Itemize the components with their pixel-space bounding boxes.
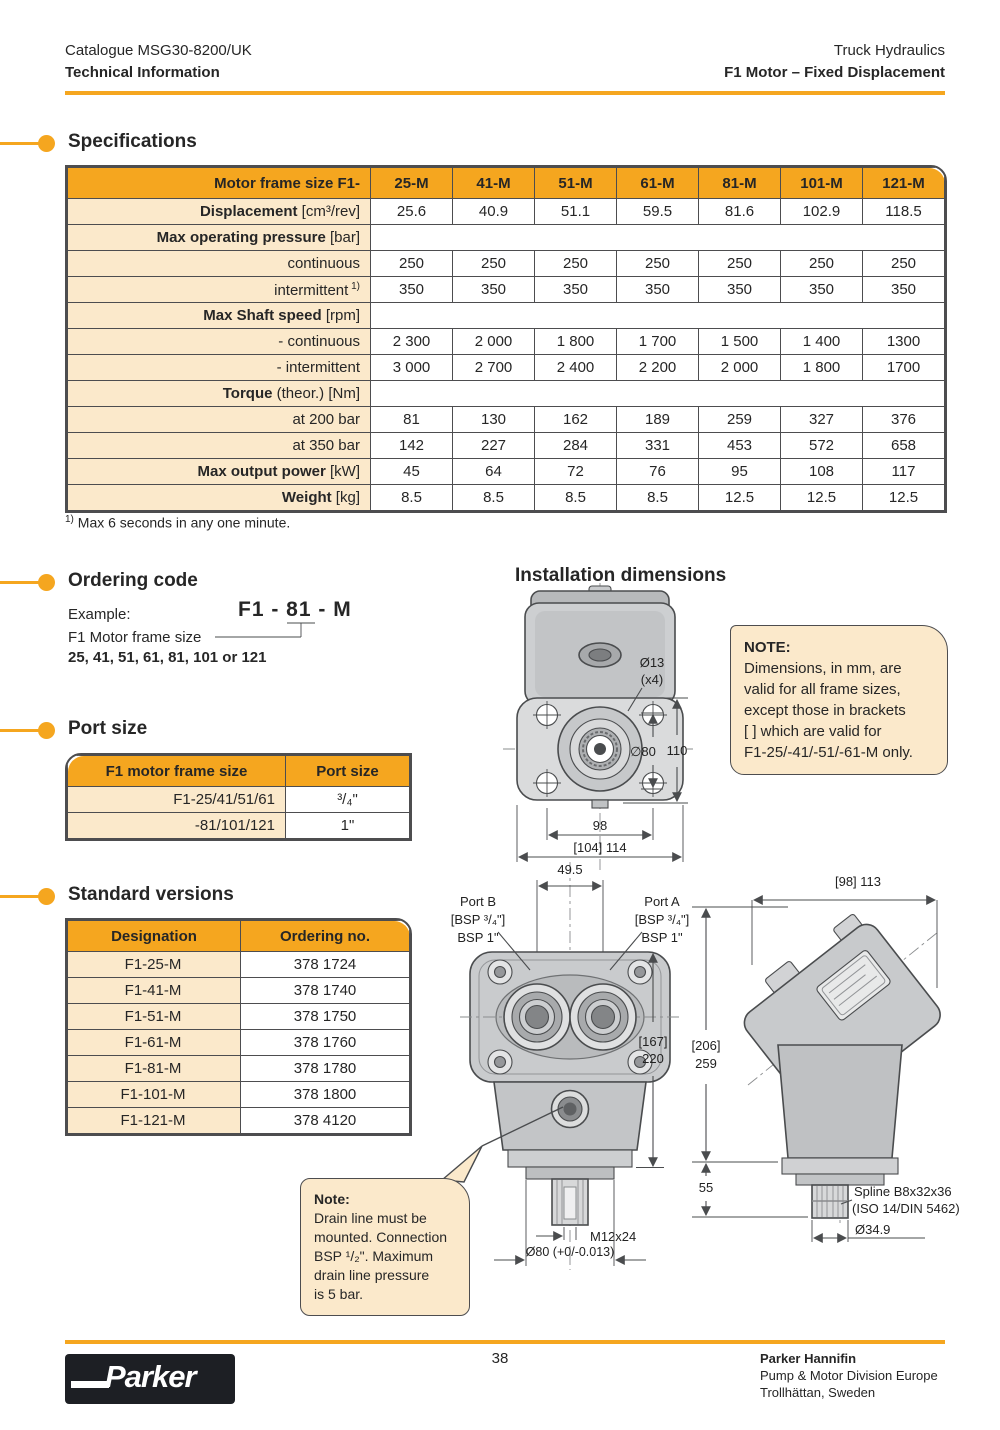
spec-value-cell: 81.6 — [699, 199, 781, 225]
spec-frame-size-header: 25-M — [371, 168, 453, 199]
spec-table-row — [68, 459, 945, 485]
spec-table-row — [68, 381, 945, 407]
dim-label-shaft-dia: Ø34.9 — [855, 1222, 891, 1237]
note-box-title: NOTE: — [744, 639, 791, 656]
drain-note-title: Note: — [314, 1191, 350, 1207]
spec-frame-size-header: 121-M — [863, 168, 945, 199]
spec-row-label: continuous — [68, 251, 371, 277]
spec-value-cell: 2 700 — [453, 355, 535, 381]
spec-value-cell: 8.5 — [453, 485, 535, 511]
spec-value-cell: 8.5 — [535, 485, 617, 511]
spec-value-cell: 1700 — [863, 355, 945, 381]
spec-table-row — [68, 199, 945, 225]
standard-versions-table-cell: 378 1760 — [241, 1030, 410, 1056]
spec-row-label: Max Shaft speed [rpm] — [68, 303, 371, 329]
spec-row-label: Displacement [cm³/rev] — [68, 199, 371, 225]
spec-value-cell: 12.5 — [699, 485, 781, 511]
dim-label-height: 220 — [642, 1051, 664, 1066]
spec-value-cell: 81 — [371, 407, 453, 433]
ordering-code-bracket — [215, 620, 325, 642]
port-b-label: Port B — [459, 894, 497, 909]
spec-value-cell: 250 — [863, 251, 945, 277]
port-size-table-cell: F1-25/41/51/61 — [68, 787, 286, 813]
spline-label-line1: Spline B8x32x36 — [854, 1184, 952, 1199]
standard-versions-table-cell: F1-121-M — [68, 1108, 241, 1134]
spec-value-cell: 12.5 — [781, 485, 863, 511]
spec-table-row — [68, 225, 945, 251]
accent-line — [0, 581, 40, 584]
dim-label-thread: M12x24 — [590, 1229, 637, 1244]
port-size-table-cell: -81/101/121 — [68, 813, 286, 839]
port-b-bore — [504, 984, 570, 1050]
spec-value-cell: 1 400 — [781, 329, 863, 355]
drain-note-line: is 5 bar. — [314, 1286, 364, 1302]
footnote-marker: 1) — [65, 514, 74, 525]
splined-shaft — [812, 1185, 848, 1218]
standard-versions-table-row — [68, 1030, 410, 1056]
footer-company: Parker Hannifin — [760, 1351, 857, 1366]
accent-line — [0, 729, 40, 732]
standard-versions-header-row — [68, 921, 410, 952]
spec-value-cell: 102.9 — [781, 199, 863, 225]
spec-row-label: Max operating pressure [bar] — [68, 225, 371, 251]
accent-line — [0, 895, 40, 898]
page-number: 38 — [491, 1350, 509, 1367]
note-box-line: Dimensions, in mm, are — [744, 660, 902, 677]
spec-row-label: at 350 bar — [68, 433, 371, 459]
port-a-size-bracket: [BSP ³/₄"] — [634, 912, 690, 927]
port-b-size: BSP 1" — [457, 930, 499, 945]
accent-bullet — [38, 722, 55, 739]
spec-table-row — [68, 407, 945, 433]
spec-table-row — [68, 485, 945, 511]
standard-versions-table-row — [68, 1108, 410, 1134]
spec-value-cell: 2 000 — [453, 329, 535, 355]
standard-versions-table-cell: F1-41-M — [68, 978, 241, 1004]
spec-value-cell: 1 700 — [617, 329, 699, 355]
spec-table-row — [68, 251, 945, 277]
spec-value-cell: 1300 — [863, 329, 945, 355]
spec-row-label: intermittent $^{1)}$ — [68, 277, 371, 303]
standard-versions-table-row — [68, 978, 410, 1004]
spec-frame-size-header: 61-M — [617, 168, 699, 199]
footer-company-block — [760, 1350, 938, 1401]
spec-value-cell: 51.1 — [535, 199, 617, 225]
section-title-standard-versions: Standard versions — [68, 884, 234, 905]
header-product-title: F1 Motor – Fixed Displacement — [724, 64, 945, 81]
standard-versions-table-header: Ordering no. — [241, 921, 410, 952]
spec-frame-size-header: 81-M — [699, 168, 781, 199]
spline-label-line2: (ISO 14/DIN 5462) — [852, 1201, 960, 1216]
spec-value-cell: 2 300 — [371, 329, 453, 355]
installation-note-box — [730, 625, 948, 775]
spec-value-cell: 118.5 — [863, 199, 945, 225]
standard-versions-table-cell: F1-81-M — [68, 1056, 241, 1082]
frame-size-values: 25, 41, 51, 61, 81, 101 or 121 — [68, 649, 267, 666]
spec-value-cell: 40.9 — [453, 199, 535, 225]
accent-line — [0, 142, 40, 145]
spec-value-cell: 284 — [535, 433, 617, 459]
port-size-table-row — [68, 813, 410, 839]
spec-value-cell: 350 — [535, 277, 617, 303]
spec-value-cell: 453 — [699, 433, 781, 459]
drain-note-box — [300, 1178, 470, 1316]
drain-note-line: Drain line must be — [314, 1210, 427, 1226]
standard-versions-table-cell: F1-61-M — [68, 1030, 241, 1056]
catalogue-number: Catalogue MSG30-8200/UK — [65, 42, 252, 59]
header-rule — [65, 91, 945, 95]
parker-logo-bar — [71, 1381, 109, 1388]
footer-location: Trollhättan, Sweden — [760, 1385, 876, 1400]
spec-value-cell: 130 — [453, 407, 535, 433]
example-label: Example: — [68, 606, 131, 623]
spec-value-cell: 376 — [863, 407, 945, 433]
port-size-table-wrap — [65, 753, 412, 841]
header-left-subtitle: Technical Information — [65, 64, 220, 81]
side-view-body — [729, 906, 946, 1225]
spec-value-cell: 350 — [863, 277, 945, 303]
standard-versions-table-cell: 378 1740 — [241, 978, 410, 1004]
spec-value-cell: 117 — [863, 459, 945, 485]
port-size-table — [67, 755, 410, 839]
accent-bullet — [38, 888, 55, 905]
standard-versions-table — [67, 920, 410, 1134]
header-product-family: Truck Hydraulics — [833, 42, 945, 59]
spec-table-row — [68, 277, 945, 303]
spec-span-cell — [371, 381, 945, 407]
spec-value-cell: 350 — [617, 277, 699, 303]
standard-versions-table-header: Designation — [68, 921, 241, 952]
accent-bullet — [38, 135, 55, 152]
spec-table-wrap — [65, 165, 947, 513]
spec-value-cell: 142 — [371, 433, 453, 459]
spec-header-label: Motor frame size F1- — [68, 168, 371, 199]
section-title-port-size: Port size — [68, 718, 148, 739]
footnote-text: Max 6 seconds in any one minute. — [73, 514, 291, 531]
spec-value-cell: 12.5 — [863, 485, 945, 511]
dim-label-bolt-spacing: 98 — [592, 818, 608, 833]
dim-label-total-height: 259 — [695, 1056, 717, 1071]
header-left — [65, 40, 252, 84]
dim-label-height-bracket: [167] — [638, 1034, 668, 1049]
front-view-drawing — [495, 583, 710, 873]
spec-value-cell: 2 400 — [535, 355, 617, 381]
spec-value-cell: 250 — [781, 251, 863, 277]
spec-row-label: at 200 bar — [68, 407, 371, 433]
spec-value-cell: 250 — [617, 251, 699, 277]
port-size-header-row — [68, 756, 410, 787]
dim-label-height: 110 — [666, 743, 688, 758]
spec-value-cell: 227 — [453, 433, 535, 459]
standard-versions-table-row — [68, 1004, 410, 1030]
spec-table-row — [68, 329, 945, 355]
footer-division: Pump & Motor Division Europe — [760, 1368, 938, 1383]
spec-row-label: - intermittent — [68, 355, 371, 381]
port-a-label: Port A — [644, 894, 680, 909]
parker-logo-text: Parker — [105, 1359, 196, 1394]
spec-value-cell: 1 800 — [535, 329, 617, 355]
standard-versions-table-cell: 378 1750 — [241, 1004, 410, 1030]
spec-value-cell: 331 — [617, 433, 699, 459]
dim-label-bolt-hole-qty: (x4) — [640, 672, 664, 687]
standard-versions-table-cell: F1-101-M — [68, 1082, 241, 1108]
spec-value-cell: 2 000 — [699, 355, 781, 381]
note-box-line: F1-25/-41/-51/-61-M only. — [744, 744, 913, 761]
port-b-size-bracket: [BSP ³/₄"] — [450, 912, 506, 927]
dim-label-pilot-dia: ∅80 — [630, 744, 656, 759]
dim-label-bolt-hole-dia: Ø13 — [639, 655, 665, 670]
port-view-drawing — [440, 860, 700, 1272]
spec-table-row — [68, 303, 945, 329]
spec-row-label: Max output power [kW] — [68, 459, 371, 485]
section-title-installation: Installation dimensions — [515, 565, 727, 586]
port-a-bore — [570, 984, 636, 1050]
spec-value-cell: 8.5 — [617, 485, 699, 511]
spec-footnote — [65, 514, 290, 531]
dim-label-shaft-length: 55 — [698, 1180, 714, 1195]
spec-row-label: Weight [kg] — [68, 485, 371, 511]
port-size-table-cell: ³/₄" — [286, 787, 410, 813]
dim-label-port-spacing: 49.5 — [557, 862, 583, 877]
note-box-line: valid for all frame sizes, — [744, 681, 901, 698]
footer-rule — [65, 1340, 945, 1344]
standard-versions-table-row — [68, 952, 410, 978]
spec-value-cell: 250 — [699, 251, 781, 277]
spec-value-cell: 108 — [781, 459, 863, 485]
section-title-specifications: Specifications — [68, 131, 197, 152]
spec-value-cell: 76 — [617, 459, 699, 485]
spec-value-cell: 327 — [781, 407, 863, 433]
spec-value-cell: 1 500 — [699, 329, 781, 355]
example-code: F1 - 81 - M — [238, 598, 352, 621]
spec-value-cell: 350 — [453, 277, 535, 303]
spec-value-cell: 259 — [699, 407, 781, 433]
spec-table-row — [68, 433, 945, 459]
spec-value-cell: 350 — [699, 277, 781, 303]
note-box-line: [ ] which are valid for — [744, 723, 882, 740]
spec-header-row — [68, 168, 945, 199]
frame-size-label: F1 Motor frame size — [68, 629, 202, 646]
standard-versions-table-cell: 378 1800 — [241, 1082, 410, 1108]
header-right — [724, 40, 945, 84]
spec-value-cell: 350 — [371, 277, 453, 303]
spec-value-cell: 189 — [617, 407, 699, 433]
spec-value-cell: 658 — [863, 433, 945, 459]
spec-value-cell: 162 — [535, 407, 617, 433]
drain-note-line: drain line pressure — [314, 1267, 430, 1283]
drain-note-callout — [430, 1090, 575, 1190]
spec-row-label: - continuous — [68, 329, 371, 355]
spec-table-row — [68, 355, 945, 381]
section-title-ordering-code: Ordering code — [68, 570, 198, 591]
spec-value-cell: 250 — [453, 251, 535, 277]
spec-value-cell: 250 — [535, 251, 617, 277]
accent-bullet — [38, 574, 55, 591]
spec-value-cell: 8.5 — [371, 485, 453, 511]
spec-value-cell: 350 — [781, 277, 863, 303]
spec-value-cell: 25.6 — [371, 199, 453, 225]
spec-row-label: Torque (theor.) [Nm] — [68, 381, 371, 407]
spec-value-cell: 72 — [535, 459, 617, 485]
dim-label-total-height-bracket: [206] — [691, 1038, 721, 1053]
spec-frame-size-header: 51-M — [535, 168, 617, 199]
spec-frame-size-header: 41-M — [453, 168, 535, 199]
standard-versions-table-row — [68, 1056, 410, 1082]
spec-table — [67, 167, 945, 511]
spec-span-cell — [371, 225, 945, 251]
port-size-table-row — [68, 787, 410, 813]
spec-frame-size-header: 101-M — [781, 168, 863, 199]
standard-versions-table-wrap — [65, 918, 412, 1136]
dim-label-width: [104] 114 — [573, 840, 627, 855]
standard-versions-table-row — [68, 1082, 410, 1108]
standard-versions-table-cell: F1-25-M — [68, 952, 241, 978]
spec-value-cell: 572 — [781, 433, 863, 459]
port-size-table-cell: 1" — [286, 813, 410, 839]
standard-versions-table-cell: 378 1724 — [241, 952, 410, 978]
spec-span-cell — [371, 303, 945, 329]
drain-note-line: BSP ¹/₂". Maximum — [314, 1248, 434, 1264]
dim-label-top-width: [98] 113 — [834, 874, 882, 889]
spec-value-cell: 59.5 — [617, 199, 699, 225]
standard-versions-table-cell: 378 4120 — [241, 1108, 410, 1134]
side-view-drawing — [690, 870, 970, 1270]
spec-value-cell: 2 200 — [617, 355, 699, 381]
standard-versions-table-cell: F1-51-M — [68, 1004, 241, 1030]
drain-note-line: mounted. Connection — [314, 1229, 448, 1245]
spec-value-cell: 45 — [371, 459, 453, 485]
port-size-table-header: Port size — [286, 756, 410, 787]
port-size-table-header: F1 motor frame size — [68, 756, 286, 787]
standard-versions-table-cell: 378 1780 — [241, 1056, 410, 1082]
port-a-size: BSP 1" — [641, 930, 683, 945]
spec-value-cell: 64 — [453, 459, 535, 485]
spec-value-cell: 3 000 — [371, 355, 453, 381]
dim-label-pilot-dia: Ø80 (+0/-0.013) — [525, 1245, 615, 1259]
note-box-line: except those in brackets — [744, 702, 906, 719]
spec-value-cell: 95 — [699, 459, 781, 485]
spec-value-cell: 250 — [371, 251, 453, 277]
spec-value-cell: 1 800 — [781, 355, 863, 381]
